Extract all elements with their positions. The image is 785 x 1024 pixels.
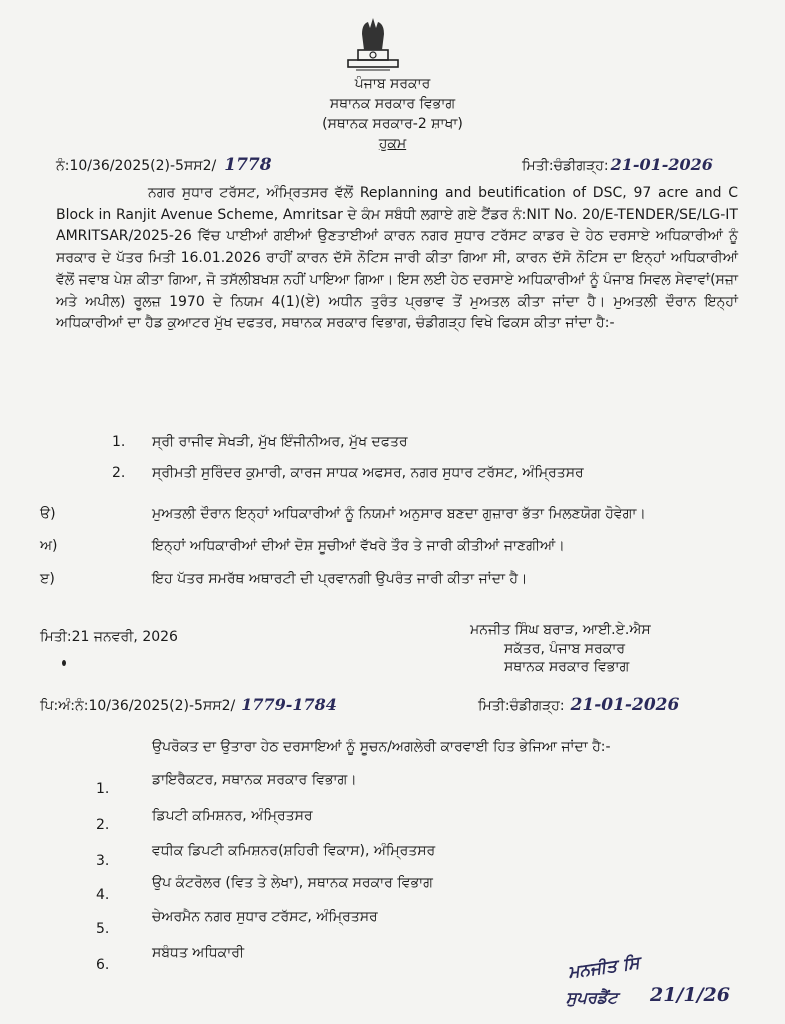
clause-label: ਅ) bbox=[40, 538, 58, 554]
recipient-entry: ਵਧੀਕ ਡਿਪਟੀ ਕਮਿਸ਼ਨਰ(ਸ਼ਹਿਰੀ ਵਿਕਾਸ), ਅੰਮ੍ਰਿਤਸਰ bbox=[152, 843, 436, 859]
recipient-number: 6. bbox=[96, 957, 110, 973]
recipient-entry: ਡਾਇਰੈਕਟਰ, ਸਥਾਨਕ ਸਰਕਾਰ ਵਿਭਾਗ। bbox=[152, 772, 357, 788]
state-emblem-icon bbox=[342, 6, 404, 72]
branch-heading: (ਸਥਾਨਕ ਸਰਕਾਰ-2 ਸ਼ਾਖਾ) bbox=[322, 116, 463, 132]
order-date: ਮਿਤੀ:21 ਜਨਵਰੀ, 2026 bbox=[40, 629, 178, 645]
superintendent-date: 21/1/26 bbox=[650, 984, 730, 1006]
clause-label: ੳ) bbox=[40, 506, 56, 522]
handwritten-endorsement-number: 1779-1784 bbox=[241, 695, 337, 714]
handwritten-dispatch-number: 1778 bbox=[224, 155, 272, 175]
govt-heading: ਪੰਜਾਬ ਸਰਕਾਰ bbox=[354, 76, 431, 92]
recipient-number: 3. bbox=[96, 853, 110, 869]
recipient-number: 1. bbox=[96, 781, 110, 797]
clause-text: ਇਨ੍ਹਾਂ ਅਧਿਕਾਰੀਆਂ ਦੀਆਂ ਦੋਸ਼ ਸੂਚੀਆਂ ਵੱਖਰੇ ਤੌਰ ਤੇ ਜਾਰੀ ਕੀਤੀਆਂ ਜਾਣਗੀਆਂ। bbox=[152, 538, 565, 554]
officer-entry: ਸ੍ਰੀਮਤੀ ਸੁਰਿੰਦਰ ਕੁਮਾਰੀ, ਕਾਰਜ ਸਾਧਕ ਅਫਸਰ, ਨਗਰ ਸੁਧਾਰ ਟਰੱਸਟ, ਅੰਮ੍ਰਿਤਸਰ bbox=[152, 465, 584, 481]
officer-number: 1. bbox=[112, 434, 126, 450]
recipient-number: 4. bbox=[96, 887, 110, 903]
officer-number: 2. bbox=[112, 465, 126, 481]
recipient-entry: ਉਪ ਕੰਟਰੋਲਰ (ਵਿਤ ਤੇ ਲੇਖਾ), ਸਥਾਨਕ ਸਰਕਾਰ ਵਿਭਾਗ bbox=[152, 875, 433, 891]
signatory-department: ਸਥਾਨਕ ਸਰਕਾਰ ਵਿਭਾਗ bbox=[504, 659, 630, 675]
recipient-number: 2. bbox=[96, 817, 110, 833]
order-heading: ਹੁਕਮ bbox=[378, 136, 407, 152]
clause-label: ੲ) bbox=[40, 571, 55, 587]
recipient-entry: ਚੇਅਰਮੈਨ ਨਗਰ ਸੁਧਾਰ ਟਰੱਸਟ, ਅੰਮ੍ਰਿਤਸਰ bbox=[152, 909, 378, 925]
copy-intro: ਉਪਰੋਕਤ ਦਾ ਉਤਾਰਾ ਹੇਠ ਦਰਸਾਇਆਂ ਨੂੰ ਸੂਚਨ/ਅਗਲੇਰੀ ਕਾਰਵਾਈ ਹਿਤ ਭੇਜਿਆ ਜਾਂਦਾ ਹੈ:- bbox=[152, 739, 611, 755]
reference-number: ਨੰ:10/36/2025(2)-5ਸਸ2/ 1778 bbox=[56, 155, 272, 175]
superintendent-signature: ਮਨਜੀਤ ਸਿ bbox=[566, 953, 641, 983]
clause-text: ਮੁਅਤਲੀ ਦੌਰਾਨ ਇਨ੍ਹਾਂ ਅਧਿਕਾਰੀਆਂ ਨੂੰ ਨਿਯਮਾਂ ਅਨੁਸਾਰ ਬਣਦਾ ਗੁਜ਼ਾਰਾ ਭੱਤਾ ਮਿਲਣਯੋਗ ਹੋਵੇਗਾ। bbox=[152, 506, 646, 522]
endorsement-date: ਮਿਤੀ:ਚੰਡੀਗੜ੍ਹ: 21-01-2026 bbox=[478, 695, 680, 715]
officer-entry: ਸ੍ਰੀ ਰਾਜੀਵ ਸੇਖੜੀ, ਮੁੱਖ ਇੰਜੀਨੀਅਰ, ਮੁੱਖ ਦਫਤਰ bbox=[152, 434, 408, 450]
ink-mark bbox=[62, 660, 66, 666]
signatory-name: ਮਨਜੀਤ ਸਿੰਘ ਬਰਾੜ, ਆਈ.ਏ.ਐਸ bbox=[470, 622, 651, 638]
reference-date: ਮਿਤੀ:ਚੰਡੀਗੜ੍ਹ: 21-01-2026 bbox=[522, 155, 713, 174]
recipient-entry: ਡਿਪਟੀ ਕਮਿਸ਼ਨਰ, ਅੰਮ੍ਰਿਤਸਰ bbox=[152, 808, 313, 824]
order-paragraph: ਨਗਰ ਸੁਧਾਰ ਟਰੱਸਟ, ਅੰਮ੍ਰਿਤਸਰ ਵੱਲੋਂ Replanning and beutification of DSC, 97 acre and C Block in Ranjit Avenue Scheme, Amritsar ਦੇ ਕੰਮ ਸਬੰਧੀ ਲਗਾਏ ਗਏ ਟੈਂਡਰ ਨੰ:NIT No. 20/E-TENDER/SE/LG-IT AMRITSAR/2025-26 ਵਿੱਚ ਪਾਈਆਂ ਗਈਆਂ ਉਣਤਾਈਆਂ ਕਾਰਨ ਨਗਰ ਸੁਧਾਰ ਟਰੱਸਟ ਕਾਡਰ ਦੇ ਹੇਠ ਦਰਸਾਏ ਅਧਿਕਾਰੀਆਂ ਨੂੰ ਸਰਕਾਰ ਦੇ ਪੱਤਰ ਮਿਤੀ 16.01.2026 ਰਾਹੀਂ ਕਾਰਨ ਦੱਸੋ ਨੋਟਿਸ ਜਾਰੀ ਕੀਤਾ ਗਿਆ ਸੀ, ਕਾਰਨ ਦੱਸੋ ਨੋਟਿਸ ਦਾ ਇਨ੍ਹਾਂ ਅਧਿਕਾਰੀਆਂ ਵੱਲੋਂ ਜਵਾਬ ਪੇਸ਼ ਕੀਤਾ ਗਿਆ, ਜੋ ਤਸੱਲੀਬਖਸ਼ ਨਹੀਂ ਪਾਇਆ ਗਿਆ। ਇਸ ਲਈ ਹੇਠ ਦਰਸਾਏ ਅਧਿਕਾਰੀਆਂ ਨੂੰ ਪੰਜਾਬ ਸਿਵਲ ਸੇਵਾਵਾਂ(ਸਜ਼ਾ ਅਤੇ ਅਪੀਲ) ਰੂਲਜ਼ 1970 ਦੇ ਨਿਯਮ 4(1)(ਏ) ਅਧੀਨ ਤੁਰੰਤ ਪ੍ਰਭਾਵ ਤੋਂ ਮੁਅਤਲ ਕੀਤਾ ਜਾਂਦਾ ਹੈ। ਮੁਅਤਲੀ ਦੌਰਾਨ ਇਨ੍ਹਾਂ ਅਧਿਕਾਰੀਆਂ ਦਾ ਹੈਡ ਕੁਆਟਰ ਮੁੱਖ ਦਫਤਰ, ਸਥਾਨਕ ਸਰਕਾਰ ਵਿਭਾਗ, ਚੰਡੀਗੜ੍ਹ ਵਿਖੇ ਫਿਕਸ ਕੀਤਾ ਜਾਂਦਾ ਹੈ:- bbox=[56, 185, 738, 332]
recipient-number: 5. bbox=[96, 921, 110, 937]
handwritten-endorsement-date: 21-01-2026 bbox=[570, 695, 680, 715]
clause-text: ਇਹ ਪੱਤਰ ਸਮਰੱਥ ਅਥਾਰਟੀ ਦੀ ਪ੍ਰਵਾਨਗੀ ਉਪਰੰਤ ਜਾਰੀ ਕੀਤਾ ਜਾਂਦਾ ਹੈ। bbox=[152, 571, 528, 587]
recipient-entry: ਸਬੰਧਤ ਅਧਿਕਾਰੀ bbox=[152, 945, 245, 961]
department-heading: ਸਥਾਨਕ ਸਰਕਾਰ ਵਿਭਾਗ bbox=[329, 96, 456, 112]
handwritten-date: 21-01-2026 bbox=[610, 155, 713, 174]
superintendent-title: ਸੁਪਰਡੈਂਟ bbox=[566, 988, 618, 1007]
signatory-title: ਸਕੱਤਰ, ਪੰਜਾਬ ਸਰਕਾਰ bbox=[504, 641, 626, 657]
endorsement-number: ਪਿ:ਅੰ:ਨੰ:10/36/2025(2)-5ਸਸ2/ 1779-1784 bbox=[40, 695, 337, 714]
